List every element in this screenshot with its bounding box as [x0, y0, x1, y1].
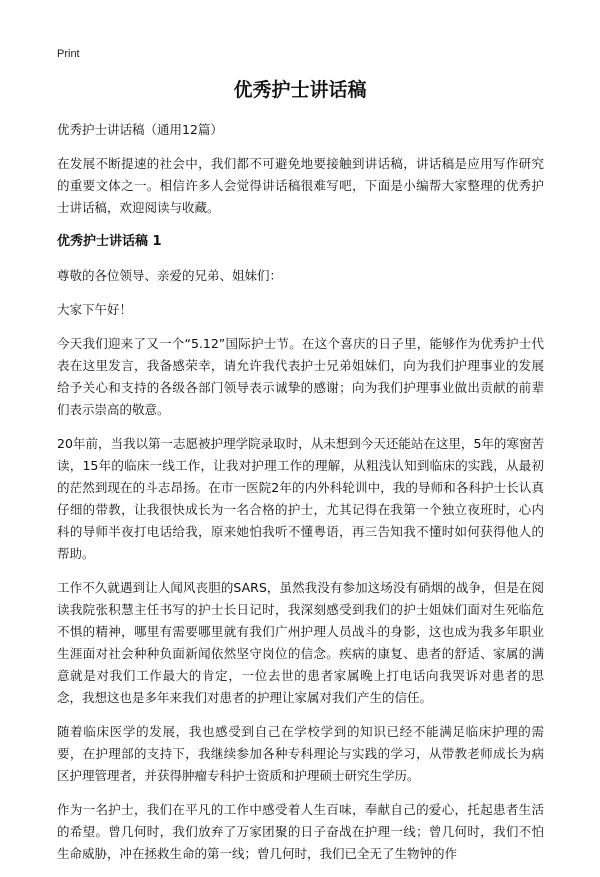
intro-paragraph: 在发展不断提速的社会中，我们都不可避免地要接触到讲话稿，讲话稿是应用写作研究的重要文体之一。相信许多人会觉得讲话稿很难写吧，下面是小编帮大家整理的优秀护士讲话稿，欢迎阅读与收藏。 — [57, 156, 544, 215]
document-title: 优秀护士讲话稿 — [233, 79, 367, 101]
body-paragraph: 作为一名护士，我们在平凡的工作中感受着人生百味，奉献自己的爱心，托起患者生活的希望。曾几何时，我们放弃了万家团聚的日子奋战在护理一线；曾几何时，我们不怕生命威胁，冲在拯救生命的第一线；曾几何时，我们已全无了生物钟的作 — [57, 802, 544, 861]
body-paragraph: 20年前，当我以第一志愿被护理学院录取时，从未想到今天还能站在这里，5年的寒窗苦读，15年的临床一线工作，让我对护理工作的理解，从粗浅认知到临床的实践，从最初的茫然到现在的斗志昂扬。在市一医院2年的内外科轮训中，我的导师和各科护士长认真仔细的带教，让我很快成长为一名合格的护士，尤其记得在我第一个独立夜班时，心内科的导师半夜打电话给我，原来她怕我听不懂粤语，再三告知我不懂时如何获得他人的帮助。 — [57, 436, 544, 561]
body-paragraph: 随着临床医学的发展，我也感受到自己在学校学到的知识已经不能满足临床护理的需要，在护理部的支持下，我继续参加各种专科理论与实践的学习，从带教老师成长为病区护理管理者，并获得肿瘤专科护士资质和护理硕士研究生学历。 — [57, 724, 544, 783]
document-body — [57, 119, 544, 877]
salutation-paragraph: 尊敬的各位领导、亲爱的兄弟、姐妹们： — [57, 268, 283, 283]
document-subtitle: 优秀护士讲话稿（通用12篇） — [57, 122, 223, 137]
greeting-paragraph: 大家下午好！ — [57, 302, 133, 317]
section-heading: 优秀护士讲话稿 1 — [57, 234, 162, 249]
body-paragraph: 工作不久就遇到让人闻风丧胆的SARS，虽然我没有参加这场没有硝烟的战争，但是在阅读我院张积慧主任书写的护士长日记时，我深刻感受到我们的护士姐妹们面对生死临危不惧的精神，哪里有需要哪里就有我们广州护理人员战斗的身影，这也成为我多年职业生涯面对社会种种负面新闻依然坚守岗位的信念。疾病的康复、患者的舒适、家属的满意就是对我们工作最大的肯定，一位去世的患者家属晚上打电话向我哭诉对患者的思念，我想这也是多年来我们对患者的护理让家属对我们产生的信任。 — [57, 580, 544, 705]
print-link[interactable]: Print — [57, 48, 80, 60]
body-paragraph: 今天我们迎来了又一个“5.12”国际护士节。在这个喜庆的日子里，能够作为优秀护士代表在这里发言，我备感荣幸，请允许我代表护士兄弟姐妹们，向为我们护理事业的发展给予关心和支持的各级各部门领导表示诚挚的感谢；向为我们护理事业做出贡献的前辈们表示崇高的敬意。 — [57, 336, 544, 417]
